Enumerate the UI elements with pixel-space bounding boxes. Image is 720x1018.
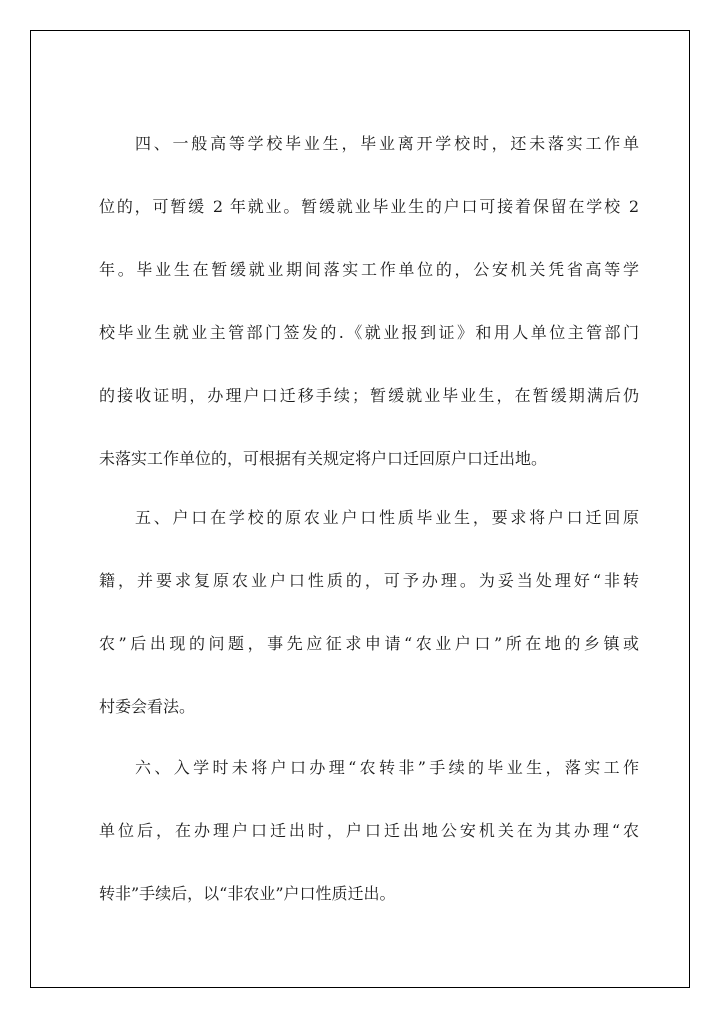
text-line: 四、一般高等学校毕业生，毕业离开学校时，还未落实工作单 <box>135 134 639 153</box>
document-page <box>30 30 690 988</box>
text-line: 转非”手续后，以“非农业”户口性质迁出。 <box>99 884 396 903</box>
text-line: 年。毕业生在暂缓就业期间落实工作单位的，公安机关凭省高等学 <box>99 260 639 279</box>
text-line: 的接收证明，办理户口迁移手续；暂缓就业毕业生，在暂缓期满后仍 <box>99 386 639 405</box>
text-line: 单位后，在办理户口迁出时，户口迁出地公安机关在为其办理“农 <box>99 821 639 840</box>
text-line: 农”后出现的问题，事先应征求申请“农业户口”所在地的乡镇或 <box>99 634 639 653</box>
text-line: 五、户口在学校的原农业户口性质毕业生，要求将户口迁回原 <box>135 508 639 527</box>
text-line: 村委会看法。 <box>99 697 196 716</box>
text-line: 籍，并要求复原农业户口性质的，可予办理。为妥当处理好“非转 <box>99 571 639 590</box>
text-line: 六、入学时未将户口办理“农转非”手续的毕业生，落实工作 <box>135 758 639 777</box>
text-line: 未落实工作单位的，可根据有关规定将户口迁回原户口迁出地。 <box>99 449 548 468</box>
text-line: 校毕业生就业主管部门签发的.《就业报到证》和用人单位主管部门 <box>99 323 639 342</box>
text-line: 位的，可暂缓 2 年就业。暂缓就业毕业生的户口可接着保留在学校 2 <box>99 197 639 216</box>
